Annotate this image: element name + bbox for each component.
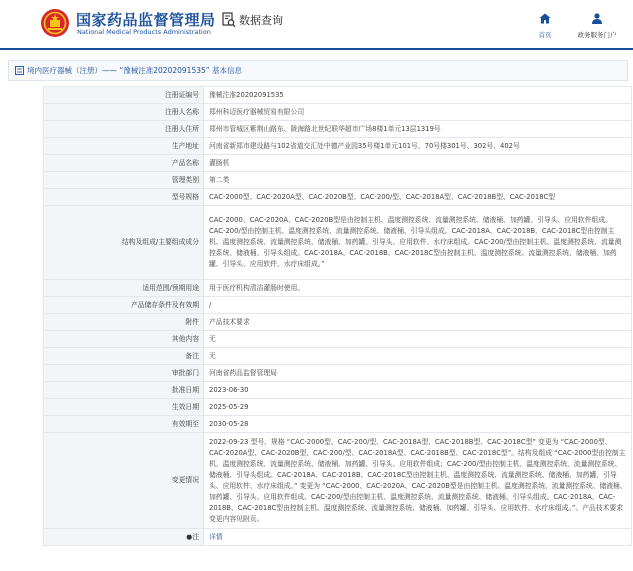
table-row	[44, 138, 632, 155]
field-value: 第二类	[204, 172, 632, 189]
table-row	[44, 529, 632, 546]
data-query-label: 数据查询	[239, 14, 283, 27]
field-value: 2025-05-29	[204, 399, 632, 416]
note-label: 注	[192, 532, 199, 541]
field-value: 河南省药品监督管理局	[204, 365, 632, 382]
note-value-cell	[204, 529, 632, 546]
field-value: 无	[204, 331, 632, 348]
field-label: 型号规格	[44, 189, 204, 206]
breadcrumb	[8, 60, 628, 81]
field-value: CAC-2000、CAC-2020A、CAC-2020B型是由控制主机、温度测控系统、流量测控系统、储液桶、加药罐、引导头、应用软件组成。CAC-200/型由控制主机、温度测控系统、流量测控系统、储液桶、引导头组成。CAC-2018A、CAC-2018B、CAC-2018C型由控制主机、温度测控系统、流量测控系统、储液桶、加药罐、引导头、应用软件、水疗床组成。CAC-200/型由控制主机、温度测控系统、流量测控系统、储液桶、引导头组成。CAC-2018A、CAC-2018B、CAC-2018C型由控制主机、温度测控系统、流量测控系统、储液桶、加药罐、引导头、应用软件、水疗床组成。”	[204, 206, 632, 280]
table-row	[44, 416, 632, 433]
national-emblem-icon	[40, 8, 70, 38]
table-row	[44, 365, 632, 382]
field-value: 2030-05-28	[204, 416, 632, 433]
field-value: 2023-06-30	[204, 382, 632, 399]
field-value: 郑州科迈医疗器械贸易有限公司	[204, 104, 632, 121]
table-row	[44, 433, 632, 529]
note-label-cell	[44, 529, 204, 546]
asterisk-icon: ●	[186, 532, 193, 541]
header-divider	[0, 48, 633, 50]
site-header	[0, 0, 633, 46]
details-link[interactable]: 详情	[209, 532, 223, 541]
site-subtitle: National Medical Products Administration	[77, 28, 211, 36]
table-row	[44, 155, 632, 172]
table-row	[44, 399, 632, 416]
field-label: 变更情况	[44, 433, 204, 529]
field-label: 生效日期	[44, 399, 204, 416]
nav-portal-label: 政务服务门户	[577, 31, 617, 39]
home-icon	[539, 13, 551, 24]
field-label: 注册证编号	[44, 87, 204, 104]
field-label: 其他内容	[44, 331, 204, 348]
table-row	[44, 104, 632, 121]
field-value: 郑州市管城区紫荆山路东、陇海路北世纪联华超市广场8楼1单元13层1319号	[204, 121, 632, 138]
data-query-title	[222, 12, 283, 28]
field-label: 生产地址	[44, 138, 204, 155]
user-icon	[591, 13, 603, 24]
field-label: 注册人住所	[44, 121, 204, 138]
registration-info-table	[43, 86, 632, 546]
table-row	[44, 331, 632, 348]
field-value: 灌肠机	[204, 155, 632, 172]
table-row	[44, 87, 632, 104]
field-value: 河南省新郑市建设路与102省道交汇处中德产业园35号楼1单元101号、70号楼301号、302号、402号	[204, 138, 632, 155]
table-row	[44, 172, 632, 189]
table-row	[44, 189, 632, 206]
field-label: 批准日期	[44, 382, 204, 399]
nav-home[interactable]	[530, 9, 560, 39]
table-row	[44, 121, 632, 138]
field-label: 适用范围/预期用途	[44, 280, 204, 297]
table-row	[44, 314, 632, 331]
field-label: 有效期至	[44, 416, 204, 433]
table-row	[44, 382, 632, 399]
field-label: 附件	[44, 314, 204, 331]
field-value: 2022-09-23 型号、规格 “CAC-2000型、CAC-200/型、CAC-2018A型、CAC-2018B型、CAC-2018C型” 变更为 “CAC-2000型、CAC-2020A型、CAC-2020B型、CAC-200/型、CAC-2018A型、CAC-2018B型、CAC-2018C型”。结构及组成 “CAC-2000型由控制主机、温度测控系统、流量测控系统、储液桶、加药罐、引导头、应用软件组成；CAC-200/型由控制主机、温度测控系统、流量测控系统、储液桶、引导头组成。CAC-2018A、CAC-2018B、CAC-2018C型由控制主机、温度测控系统、流量测控系统、储液桶、加药罐、引导头、应用软件、水疗床组成。” 变更为 “CAC-2000、CAC-2020A、CAC-2020B型是由控制主机、温度测控系统、流量测控系统、储液桶、加药罐、引导头、应用软件组成。CAC-200/型由控制主机、温度测控系统、流量测控系统、储液桶、引导头组成。CAC-2018A、CAC-2018B、CAC-2018C型由控制主机、温度测控系统、流量测控系统、储液桶、加药罐、引导头、应用软件、水疗床组成。”。产品技术要求变更内容见附页。	[204, 433, 632, 529]
field-label: 注册人名称	[44, 104, 204, 121]
field-value: 豫械注准20202091535	[204, 87, 632, 104]
field-label: 备注	[44, 348, 204, 365]
field-value: /	[204, 297, 632, 314]
site-title[interactable]: 国家药品监督管理局	[76, 11, 216, 29]
list-icon	[15, 66, 24, 75]
field-label: 审批部门	[44, 365, 204, 382]
table-row	[44, 280, 632, 297]
field-value: 产品技术要求	[204, 314, 632, 331]
table-row	[44, 206, 632, 280]
field-label: 管理类别	[44, 172, 204, 189]
table-row	[44, 297, 632, 314]
field-label: 产品名称	[44, 155, 204, 172]
breadcrumb-text: 境内医疗器械（注册）—— “豫械注准20202091535” 基本信息	[27, 66, 243, 75]
field-value: CAC-2000型、CAC-2020A型、CAC-2020B型、CAC-200/型、CAC-2018A型、CAC-2018B型、CAC-2018C型	[204, 189, 632, 206]
field-label: 产品储存条件及有效期	[44, 297, 204, 314]
table-row	[44, 348, 632, 365]
document-search-icon	[222, 12, 236, 28]
field-value: 无	[204, 348, 632, 365]
field-label: 结构及组成/主要组成成分	[44, 206, 204, 280]
nav-government-portal[interactable]	[566, 9, 628, 39]
field-value: 用于医疗机构清洁灌肠时使用。	[204, 280, 632, 297]
nav-home-label: 首页	[538, 31, 552, 39]
